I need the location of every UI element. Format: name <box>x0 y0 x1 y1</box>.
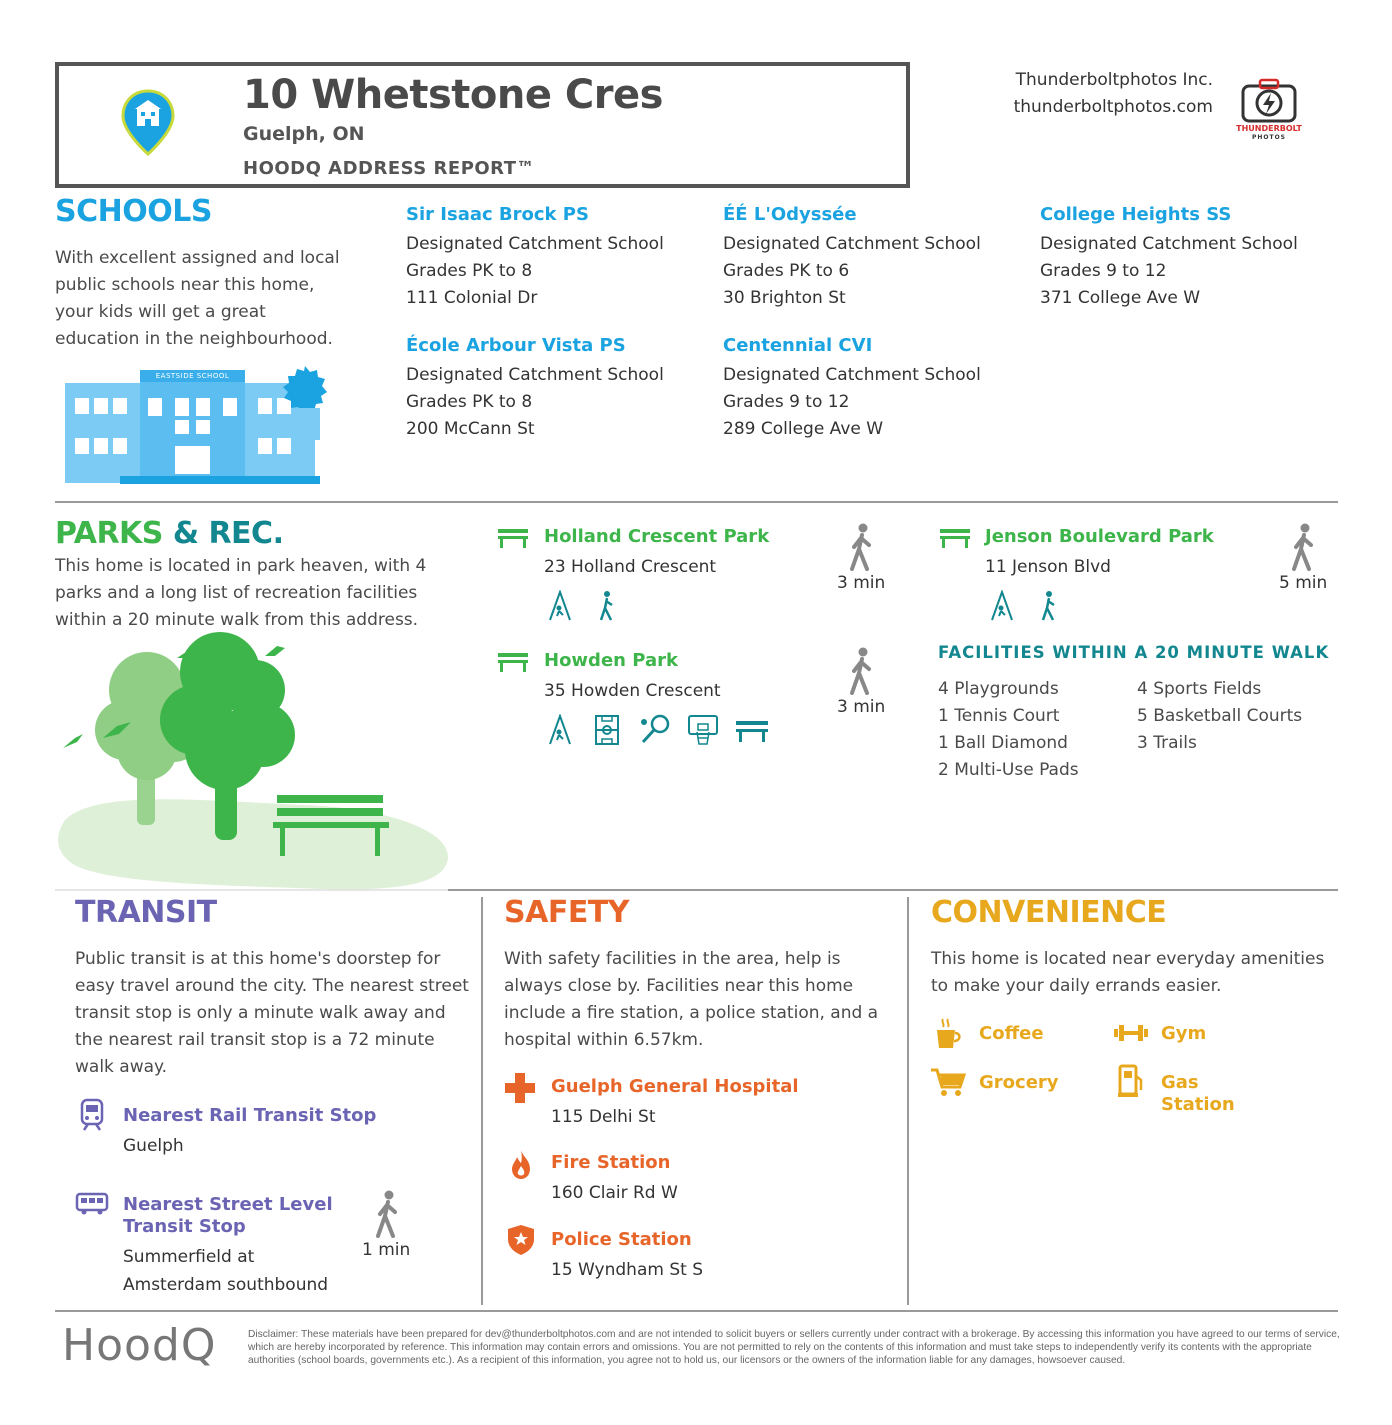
grocery-cart-icon <box>930 1067 966 1097</box>
sports-field-icon <box>594 714 620 746</box>
walking-person-icon <box>373 1190 403 1238</box>
school-card <box>1040 204 1298 312</box>
safety-name[interactable]: Police Station <box>551 1229 692 1250</box>
school-grades: Grades PK to 6 <box>723 261 850 281</box>
school-name[interactable]: College Heights SS <box>1040 204 1232 225</box>
divider <box>481 897 483 1305</box>
rail-stop-value[interactable]: Guelph <box>123 1136 184 1156</box>
safety-description: With safety facilities in the area, help is always close by. Facilities near this home include a fire station, a police station, and a hospital within 6.57km. <box>504 949 879 1050</box>
playground-swing-icon <box>545 590 575 622</box>
hospital-cross-icon <box>504 1072 536 1104</box>
park-name[interactable]: Holland Crescent Park <box>544 526 770 547</box>
tennis-court-icon <box>638 714 672 746</box>
hiking-trail-icon <box>1038 590 1060 622</box>
disclaimer-text: Disclaimer: These materials have been prepared for dev@thunderboltphotos.com and are not intended to solicit buyers or sellers currently under contract with a brokerage. By accessing this information you have agreed to our terms of service, which are hereby incorporated by reference. This information may contain errors and omissions. You are not permitted to rely on the contents of this information and must take steps to independently verify its contents with the appropriate authorities (school boards, governments etc.). As a recipient of this information, you agree not to hold us, our licensors or the owners of the information liable for any damages, howsoever caused. <box>248 1329 1340 1366</box>
gym-dumbbell-icon <box>1113 1022 1149 1044</box>
rail-stop-label: Nearest Rail Transit Stop <box>123 1105 377 1126</box>
park-name[interactable]: Jenson Boulevard Park <box>985 526 1214 547</box>
camera-logo-icon <box>1240 76 1298 124</box>
bench-icon <box>939 527 971 549</box>
school-card <box>406 204 664 312</box>
school-type: Designated Catchment School <box>1040 234 1298 254</box>
safety-address: 160 Clair Rd W <box>551 1183 678 1203</box>
amenity-grocery[interactable]: Grocery <box>979 1072 1059 1093</box>
train-icon <box>78 1098 106 1132</box>
divider <box>55 889 450 891</box>
picnic-bench-icon <box>735 718 769 744</box>
facilities-list-left <box>938 676 1079 784</box>
schools-description: With excellent assigned and local public schools near this home, your kids will get a great education in the neighbourhood. <box>55 248 340 349</box>
school-address: 289 College Ave W <box>723 419 884 439</box>
park-trees-illustration-icon <box>55 630 455 892</box>
school-grades: Grades PK to 8 <box>406 261 533 281</box>
school-card <box>406 335 664 443</box>
convenience-description: This home is located near everyday amenities to make your daily errands easier. <box>931 949 1325 996</box>
street-stop-label: Nearest Street Level Transit Stop <box>123 1194 333 1237</box>
walking-person-icon <box>847 523 877 571</box>
divider <box>448 889 1338 891</box>
school-address: 30 Brighton St <box>723 288 846 308</box>
basketball-court-icon <box>686 714 720 746</box>
hiking-trail-icon <box>596 590 618 622</box>
convenience-title: CONVENIENCE <box>931 895 1167 930</box>
logo-text-photos: PHOTOS <box>1251 134 1287 141</box>
school-type: Designated Catchment School <box>723 365 981 385</box>
facility-item: 5 Basketball Courts <box>1137 706 1303 726</box>
hoodq-logo: HoodQ <box>62 1320 217 1371</box>
school-grades: Grades 9 to 12 <box>1040 261 1167 281</box>
logo-text-thunderbolt: THUNDERBOLT <box>1236 124 1302 133</box>
park-address: 23 Holland Crescent <box>544 557 717 577</box>
report-title: HOODQ ADDRESS REPORT™ <box>243 158 536 179</box>
facilities-list-right <box>1137 676 1302 757</box>
walking-person-icon <box>1289 523 1319 571</box>
school-type: Designated Catchment School <box>406 365 664 385</box>
company-name: Thunderboltphotos Inc. <box>1015 70 1213 90</box>
bench-icon <box>497 651 529 673</box>
facilities-title: FACILITIES WITHIN A 20 MINUTE WALK <box>938 643 1330 662</box>
facility-item: 4 Sports Fields <box>1137 679 1262 699</box>
safety-address: 15 Wyndham St S <box>551 1260 703 1280</box>
amenity-gym[interactable]: Gym <box>1161 1023 1207 1044</box>
bench-icon <box>497 527 529 549</box>
school-type: Designated Catchment School <box>723 234 981 254</box>
school-name[interactable]: ÉÉ L'Odyssée <box>723 204 857 225</box>
walk-time: 5 min <box>1279 573 1328 593</box>
address-title: 10 Whetstone Cres <box>243 72 663 118</box>
park-name[interactable]: Howden Park <box>544 650 678 671</box>
school-name[interactable]: Sir Isaac Brock PS <box>406 204 589 225</box>
school-grades: Grades PK to 8 <box>406 392 533 412</box>
walk-time: 1 min <box>362 1240 411 1260</box>
gas-station-icon <box>1117 1064 1143 1098</box>
address-city: Guelph, ON <box>243 123 365 145</box>
school-card <box>723 335 981 443</box>
transit-title: TRANSIT <box>75 895 217 930</box>
transit-description: Public transit is at this home's doorstep for easy travel around the city. The nearest street transit stop is only a minute walk away and the nearest rail transit stop is a 72 minute walk away. <box>75 949 469 1077</box>
amenity-gas-station[interactable]: Gas Station <box>1161 1072 1235 1115</box>
divider <box>907 897 909 1305</box>
safety-address: 115 Delhi St <box>551 1107 656 1127</box>
safety-title: SAFETY <box>504 895 629 930</box>
safety-name[interactable]: Fire Station <box>551 1152 671 1173</box>
walking-person-icon <box>847 647 877 695</box>
parks-title-b: & REC. <box>162 516 284 551</box>
facility-item: 4 Playgrounds <box>938 679 1059 699</box>
park-address: 35 Howden Crescent <box>544 681 721 701</box>
walk-time: 3 min <box>837 697 886 717</box>
walk-time: 3 min <box>837 573 886 593</box>
school-card <box>723 204 981 312</box>
coffee-icon <box>934 1018 962 1050</box>
company-url[interactable]: thunderboltphotos.com <box>1013 97 1213 117</box>
amenity-coffee[interactable]: Coffee <box>979 1023 1044 1044</box>
schools-title: SCHOOLS <box>55 194 212 229</box>
school-name[interactable]: École Arbour Vista PS <box>406 335 626 356</box>
playground-swing-icon <box>545 714 575 746</box>
parks-title-a: PARKS <box>55 516 163 551</box>
fire-icon <box>510 1148 532 1180</box>
playground-swing-icon <box>987 590 1017 622</box>
safety-name[interactable]: Guelph General Hospital <box>551 1076 799 1097</box>
school-address: 200 McCann St <box>406 419 535 439</box>
school-name[interactable]: Centennial CVI <box>723 335 873 356</box>
school-grades: Grades 9 to 12 <box>723 392 850 412</box>
street-stop-value[interactable]: Summerfield at Amsterdam southbound <box>123 1247 329 1295</box>
facility-item: 3 Trails <box>1137 733 1197 753</box>
facility-item: 2 Multi-Use Pads <box>938 760 1079 780</box>
park-address: 11 Jenson Blvd <box>985 557 1111 577</box>
facility-item: 1 Tennis Court <box>938 706 1060 726</box>
divider <box>55 1310 1338 1312</box>
divider <box>55 501 1338 503</box>
school-sign: EASTSIDE SCHOOL <box>155 372 230 380</box>
school-type: Designated Catchment School <box>406 234 664 254</box>
police-shield-icon <box>507 1224 535 1256</box>
school-address: 111 Colonial Dr <box>406 288 538 308</box>
location-pin-icon <box>120 88 176 158</box>
parks-description: This home is located in park heaven, with 4 parks and a long list of recreation facilities within a 20 minute walk from this address. <box>55 556 427 630</box>
parks-title <box>55 516 283 551</box>
facility-item: 1 Ball Diamond <box>938 733 1068 753</box>
bus-icon <box>75 1192 109 1216</box>
school-address: 371 College Ave W <box>1040 288 1201 308</box>
